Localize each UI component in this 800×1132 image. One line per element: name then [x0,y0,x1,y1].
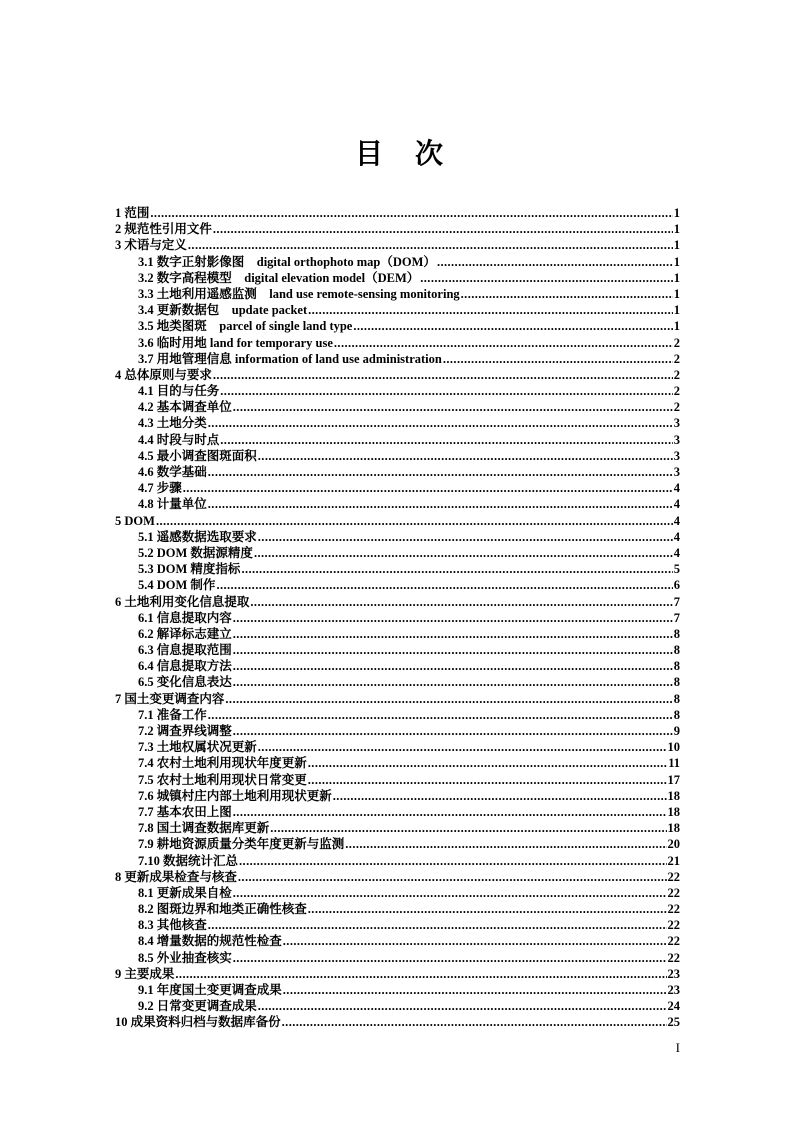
toc-entry-label: 8.2 图斑边界和地类正确性核查 [138,902,307,917]
toc-entry-page: 3 [673,416,680,431]
dot-leader [233,950,667,966]
dot-leader [233,610,673,626]
toc-entry-page: 22 [667,885,680,900]
toc-entry-page: 22 [667,918,680,933]
dot-leader [258,998,667,1014]
toc-entry-page: 1 [673,254,680,269]
dot-leader [283,933,667,949]
toc-entry [115,982,680,998]
toc-entry-page: 3 [673,448,680,463]
dot-leader [258,448,673,464]
toc-entry-label: 5.1 遥感数据选取要求 [138,529,257,544]
toc-entry-label: 4.4 时段与时点 [138,432,220,447]
toc-entry-label: 2 规范性引用文件 [115,222,212,237]
toc-entry [115,950,680,966]
dot-leader [308,901,667,917]
dot-leader [208,464,673,480]
dot-leader [238,869,667,885]
dot-leader [233,723,673,739]
toc-entry [115,351,680,367]
dot-leader [345,836,666,852]
toc-entry-label: 6.5 变化信息表达 [138,675,232,690]
dot-leader [208,415,673,431]
toc-entry-label: 3.6 临时用地 land for temporary use [138,335,333,350]
toc-entry [115,237,680,253]
toc-entry-page: 4 [673,545,680,560]
dot-leader [437,254,673,270]
toc-entry-page: 7 [673,610,680,625]
toc-entry [115,399,680,415]
toc-entry-page: 10 [667,740,680,755]
toc-entry [115,594,680,610]
dot-leader [220,432,672,448]
dot-leader [241,561,672,577]
toc-entry [115,869,680,885]
toc-entry [115,691,680,707]
toc-entry-label: 3 术语与定义 [115,238,187,253]
toc-entry-label: 7.7 基本农田上图 [138,804,232,819]
dot-leader [258,529,673,545]
toc-entry-page: 2 [673,367,680,382]
toc-entry-label: 4.2 基本调查单位 [138,400,232,415]
toc-entry-label: 3.5 地类图斑 parcel of single land type [138,319,353,334]
toc-entry-page: 1 [673,303,680,318]
dot-leader [250,594,672,610]
toc-entry [115,367,680,383]
dot-leader [208,917,667,933]
toc-entry [115,901,680,917]
dot-leader [258,739,667,755]
toc-entry-label: 8.1 更新成果自检 [138,885,232,900]
toc-entry-label: 9.1 年度国土变更调查成果 [138,983,282,997]
toc-entry-page: 4 [673,513,680,528]
toc-entry-page: 22 [667,950,680,965]
toc-entry [115,513,680,529]
toc-entry [115,383,680,399]
dot-leader [183,480,673,496]
toc-entry-label: 3.7 用地管理信息 information of land use administration [138,351,442,366]
toc-entry-page: 1 [673,270,680,285]
toc-entry-label: 8 更新成果检查与核查 [115,869,237,884]
toc-entry [115,966,680,982]
toc-entry [115,707,680,723]
toc-entry-label: 8.3 其他核查 [138,918,207,933]
toc-entry [115,1014,680,1030]
toc-entry-label: 10 成果资料归档与数据库备份 [115,1015,281,1030]
toc-entry-page: 18 [667,788,680,803]
toc-entry-label: 8.5 外业抽查核实 [138,950,232,965]
toc-entry-label: 9 主要成果 [115,966,175,981]
dot-leader [216,577,672,593]
toc-entry [115,480,680,496]
toc-entry [115,545,680,561]
dot-leader [233,626,673,642]
toc-entry-page: 22 [667,902,680,917]
toc-entry-label: 6 土地利用变化信息提取 [115,594,250,609]
toc-entry-page: 8 [673,707,680,722]
toc-entry-label: 6.1 信息提取内容 [138,610,232,625]
page-footer [676,1040,680,1056]
dot-leader [270,820,666,836]
dot-leader [233,399,673,415]
dot-leader [334,335,673,351]
toc-entry-label: 7.2 调查界线调整 [138,724,232,738]
toc-entry [115,221,680,237]
dot-leader [213,367,673,383]
dot-leader [254,545,673,561]
dot-leader [239,853,666,869]
toc-entry [115,254,680,270]
dot-leader [443,351,673,367]
dot-leader [353,318,672,334]
toc-entry [115,464,680,480]
toc-entry-label: 7.5 农村土地利用现状日常变更 [138,772,307,787]
dot-leader [308,772,667,788]
toc-entry [115,772,680,788]
toc-entry [115,432,680,448]
toc-entry-label: 4.8 计量单位 [138,497,207,512]
toc-entry-page: 17 [667,772,680,787]
toc-entry-page: 21 [667,853,680,868]
toc-entry [115,820,680,836]
toc-entry-label: 6.4 信息提取方法 [138,659,232,674]
toc-entry-page: 8 [673,659,680,674]
toc-entry-page: 11 [668,756,680,771]
dot-leader [233,674,673,690]
toc-entry [115,836,680,852]
toc-entry-page: 23 [667,983,680,997]
toc-entry-page: 25 [667,1015,680,1030]
dot-leader [175,966,666,982]
toc-entry-label: 5 DOM [115,513,155,528]
toc-entry [115,335,680,351]
dot-leader [282,1014,667,1030]
page-title: 目 次 [354,139,445,170]
toc-entry-label: 4.1 目的与任务 [138,384,220,399]
dot-leader [233,885,667,901]
dot-leader [233,658,673,674]
toc-entry-page: 8 [673,626,680,641]
table-of-contents [115,205,680,1031]
toc-entry-page: 2 [673,335,680,350]
toc-entry-page: 24 [667,999,680,1014]
page-number: I [675,1040,680,1055]
toc-entry-page: 6 [673,578,680,593]
toc-entry [115,739,680,755]
toc-entry-page: 18 [667,821,680,836]
toc-entry [115,755,680,771]
dot-leader [461,286,673,302]
toc-entry-label: 7.8 国土调查数据库更新 [138,821,270,836]
toc-entry-label: 6.2 解译标志建立 [138,626,232,641]
toc-entry [115,804,680,820]
toc-entry [115,302,680,318]
toc-entry-page: 1 [673,238,680,253]
toc-entry-page: 3 [673,432,680,447]
toc-entry [115,626,680,642]
dot-leader [233,642,673,658]
toc-entry [115,448,680,464]
toc-entry-label: 6.3 信息提取范围 [138,643,232,658]
toc-entry-label: 7.10 数据统计汇总 [138,853,239,868]
toc-entry-page: 8 [673,675,680,690]
toc-entry [115,642,680,658]
dot-leader [220,383,672,399]
toc-entry-label: 4.3 土地分类 [138,416,207,431]
toc-entry-page: 8 [673,643,680,658]
toc-entry-label: 3.1 数字正射影像图 digital orthophoto map（DOM） [138,254,436,269]
dot-leader [333,788,667,804]
toc-entry [115,998,680,1014]
toc-entry-label: 4.5 最小调查图斑面积 [138,448,257,463]
toc-entry-label: 3.2 数字高程模型 digital elevation model（DEM） [138,270,420,285]
toc-entry [115,270,680,286]
toc-entry-label: 8.4 增量数据的规范性检查 [138,934,282,949]
dot-leader [225,691,672,707]
toc-entry-label: 5.2 DOM 数据源精度 [138,545,253,560]
toc-entry-label: 7 国土变更调查内容 [115,691,225,706]
toc-entry-page: 9 [673,724,680,738]
toc-entry [115,318,680,334]
dot-leader [208,707,673,723]
toc-entry-page: 22 [667,869,680,884]
toc-entry-page: 7 [673,594,680,609]
toc-entry-label: 5.4 DOM 制作 [138,578,216,593]
toc-entry-page: 4 [673,529,680,544]
toc-entry [115,415,680,431]
toc-entry-page: 2 [673,351,680,366]
toc-entry-label: 1 范围 [115,206,150,220]
toc-entry-label: 3.3 土地利用遥感监测 land use remote-sensing monitoring [138,286,460,301]
dot-leader [308,755,667,771]
toc-entry [115,496,680,512]
dot-leader [213,221,673,237]
toc-entry-label: 5.3 DOM 精度指标 [138,562,241,577]
toc-entry-label: 7.6 城镇村庄内部土地利用现状更新 [138,788,332,803]
toc-entry [115,933,680,949]
toc-entry-page: 2 [673,384,680,399]
toc-entry-page: 23 [667,966,680,981]
toc-entry-page: 1 [673,206,680,220]
toc-entry-page: 18 [667,804,680,819]
dot-leader [150,205,672,221]
toc-entry-label: 7.3 土地权属状况更新 [138,740,257,755]
toc-entry [115,788,680,804]
dot-leader [308,302,673,318]
toc-entry [115,577,680,593]
toc-entry [115,853,680,869]
toc-entry-label: 7.9 耕地资源质量分类年度更新与监测 [138,837,345,852]
toc-entry-page: 8 [673,691,680,706]
toc-entry [115,674,680,690]
toc-entry-page: 4 [673,481,680,496]
toc-entry-label: 3.4 更新数据包 update packet [138,303,308,318]
toc-entry-label: 4.7 步骤 [138,481,182,496]
dot-leader [156,513,673,529]
toc-entry [115,885,680,901]
toc-entry-label: 7.1 准备工作 [138,707,207,722]
toc-entry-page: 2 [673,400,680,415]
toc-entry-page: 22 [667,934,680,949]
dot-leader [420,270,673,286]
toc-entry-page: 1 [673,319,680,334]
toc-entry-page: 20 [667,837,680,852]
toc-entry [115,610,680,626]
toc-entry-page: 4 [673,497,680,512]
toc-entry [115,205,680,221]
toc-entry-label: 9.2 日常变更调查成果 [138,999,257,1014]
dot-leader [208,496,673,512]
dot-leader [233,804,667,820]
toc-entry [115,561,680,577]
toc-entry-page: 1 [673,286,680,301]
toc-entry-label: 7.4 农村土地利用现状年度更新 [138,756,307,771]
toc-entry-page: 3 [673,465,680,479]
toc-entry-label: 4 总体原则与要求 [115,367,212,382]
toc-entry [115,286,680,302]
toc-entry-page: 1 [673,222,680,237]
dot-leader [188,237,673,253]
toc-entry [115,529,680,545]
toc-entry [115,658,680,674]
toc-entry [115,917,680,933]
toc-entry-label: 4.6 数学基础 [138,465,207,479]
toc-entry [115,723,680,739]
toc-entry-page: 5 [673,562,680,577]
dot-leader [283,982,667,998]
